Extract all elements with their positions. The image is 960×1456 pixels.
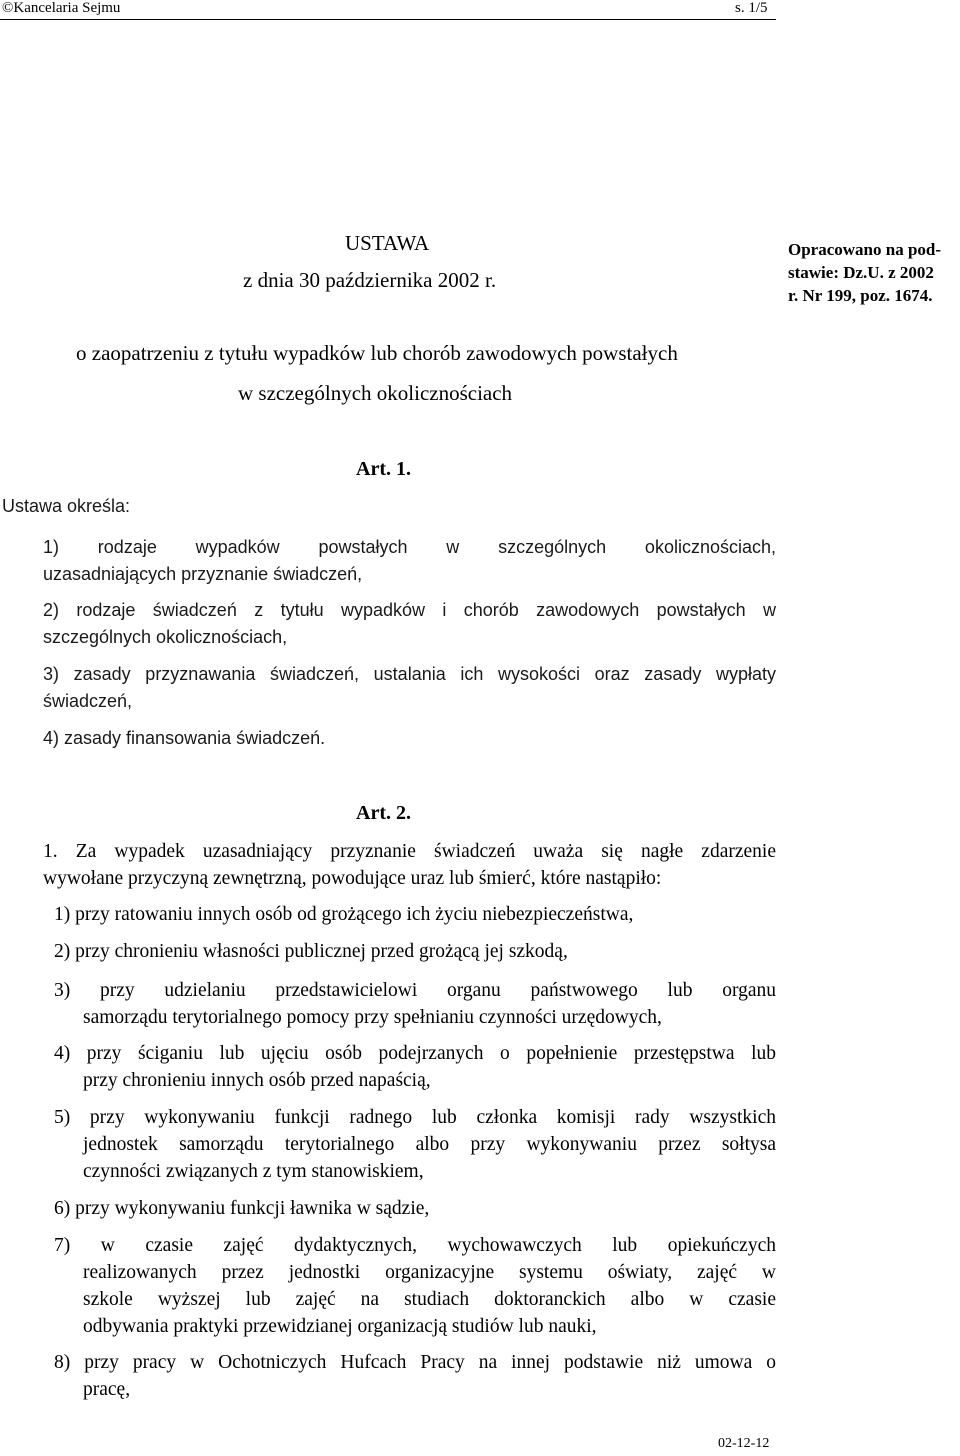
list-item: 6) przy wykonywaniu funkcji ławnika w sądzie, [54,1198,430,1219]
list-item: 3) zasady przyznawania świadczeń, ustalania ich wysokości oraz zasady wypłaty świadczeń, [43,664,776,711]
list-item: 1) przy ratowaniu innych osób od grożącego ich życiu niebezpieczeństwa, [54,904,634,925]
list-item: 4) przy ściganiu lub ujęciu osób podejrzanych o popełnienie przestępstwa lub przy chronieniu innych osób przed napaścią, [54,1043,776,1091]
list-item: 8) przy pracy w Ochotniczych Hufcach Pracy na innej podstawie niż umowa o pracę, [54,1352,776,1400]
list-item: 4) zasady finansowania świadczeń. [43,728,326,748]
source-note-line: r. Nr 199, poz. 1674. [788,286,933,305]
document-date: z dnia 30 października 2002 r. [243,268,497,292]
article-1-heading: Art. 1. [356,458,411,480]
list-item: 2) rodzaje świadczeń z tytułu wypadków i chorób zawodowych powstałych w szczególnych okolicznościach, [43,600,776,647]
header-rule [0,19,776,20]
list-item: 2) przy chronieniu własności publicznej przed grożącą jej szkodą, [54,941,568,962]
list-item: 1) rodzaje wypadków powstałych w szczególnych okolicznościach, uzasadniających przyznanie świadczeń, [43,537,776,584]
source-note [788,238,960,307]
document-subject-line: o zaopatrzeniu z tytułu wypadków lub chorób zawodowych powstałych [76,341,678,365]
list-item: 7) w czasie zajęć dydaktycznych, wychowawczych lub opiekuńczych realizowanych przez jednostki organizacyjne systemu oświaty, zajęć w szkole wyższej lub zajęć na studiach doktoranckich albo w czasie odbywania praktyki przewidzianej organizacją studiów lub nauki, [54,1235,776,1337]
article-2-intro: 1. Za wypadek uzasadniający przyznanie świadczeń uważa się nagłe zdarzenie wywołane przyczyną zewnętrzną, powodujące uraz lub śmierć, które nastąpiło: [43,841,776,889]
list-item: 5) przy wykonywaniu funkcji radnego lub członka komisji rady wszystkich jednostek samorządu terytorialnego albo przy wykonywaniu przez sołtysa czynności związanych z tym stanowiskiem, [54,1107,776,1182]
header-source: ©Kancelaria Sejmu [2,0,121,16]
document-subject-line: w szczególnych okolicznościach [238,381,513,405]
article-2-heading: Art. 2. [356,802,411,824]
list-item: 3) przy udzielaniu przedstawicielowi organu państwowego lub organu samorządu terytorialnego pomocy przy spełnianiu czynności urzędowych, [54,980,776,1028]
source-note-line: stawie: Dz.U. z 2002 [788,263,934,282]
article-1-intro: Ustawa określa: [2,496,131,516]
footer-code: 02-12-12 [718,1436,770,1451]
page-number: s. 1/5 [735,0,768,16]
source-note-line: Opracowano na pod- [788,240,942,259]
document-title: USTAWA [345,231,430,255]
